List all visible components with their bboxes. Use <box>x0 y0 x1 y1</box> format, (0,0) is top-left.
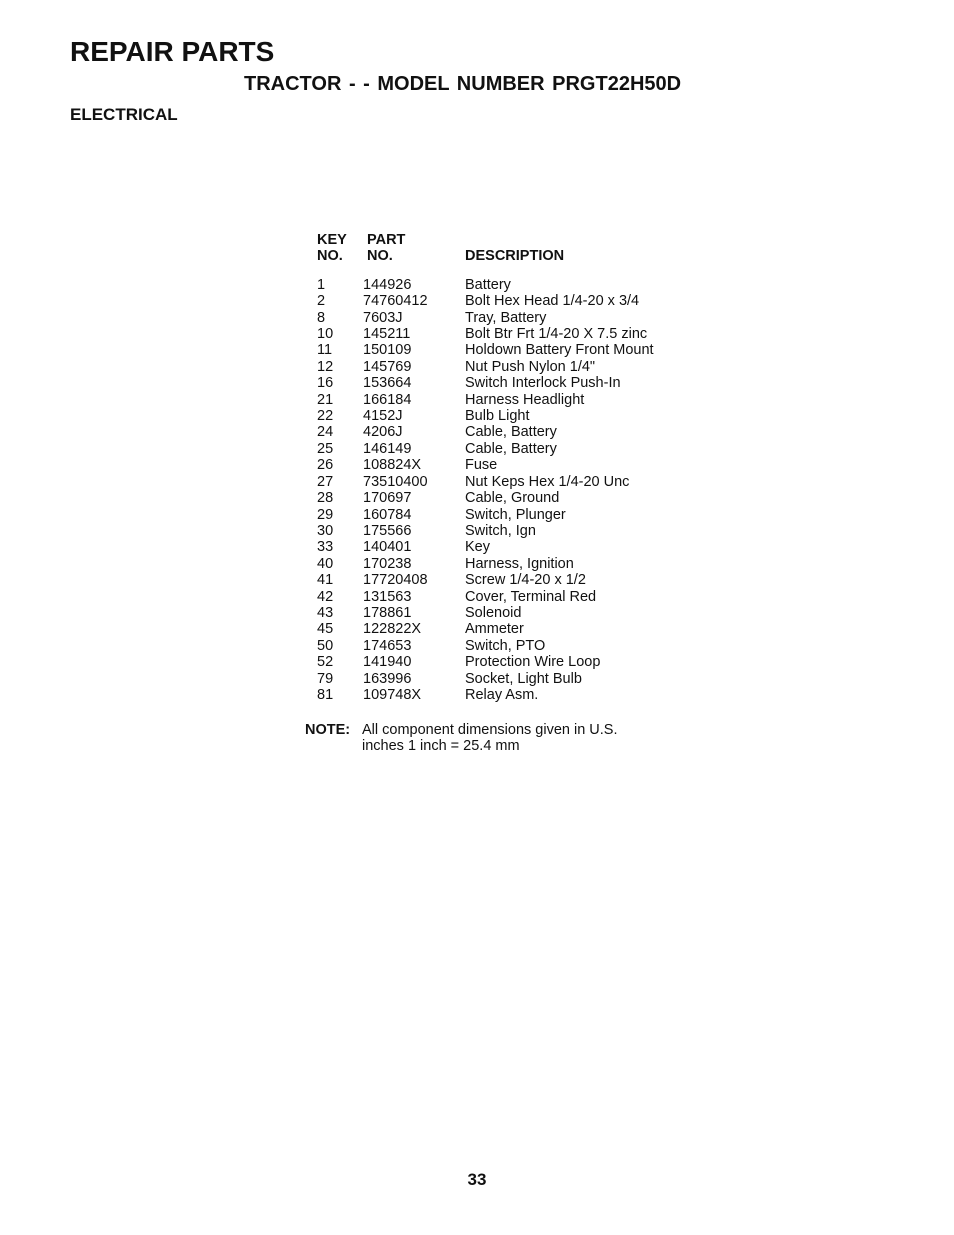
part-no-cell: 163996 <box>363 670 412 687</box>
key-no-cell: 43 <box>317 604 334 621</box>
description-cell: Cable, Battery <box>465 424 557 441</box>
page-title: REPAIR PARTS <box>70 36 275 67</box>
part-no-cell: 122822X <box>363 621 422 638</box>
table-row <box>317 654 675 670</box>
key-no-cell: 24 <box>317 424 334 441</box>
key-no-cell: 8 <box>317 309 326 326</box>
part-header-line2: NO. <box>367 248 393 265</box>
description-cell: Screw 1/4-20 x 1/2 <box>465 572 586 589</box>
parts-table <box>317 232 675 703</box>
part-no-cell: 170238 <box>363 555 412 572</box>
description-cell: Battery <box>465 276 511 293</box>
table-row <box>317 523 675 539</box>
parts-table-body <box>317 277 675 704</box>
part-no-cell: 140401 <box>363 539 412 556</box>
parts-table-header <box>317 232 675 277</box>
part-no-cell: 17720408 <box>363 572 428 589</box>
description-cell: Harness, Ignition <box>465 555 574 572</box>
key-no-cell: 41 <box>317 572 334 589</box>
description-cell: Switch, PTO <box>465 637 546 654</box>
part-no-cell: 131563 <box>363 588 412 605</box>
table-row <box>317 359 675 375</box>
key-no-cell: 30 <box>317 522 334 539</box>
description-cell: Fuse <box>465 457 498 474</box>
table-row <box>317 441 675 457</box>
key-no-cell: 42 <box>317 588 334 605</box>
table-row <box>317 392 675 408</box>
table-row <box>317 310 675 326</box>
key-header-line1: KEY <box>317 232 347 248</box>
part-header-line1: PART <box>367 232 406 248</box>
part-no-cell: 166184 <box>363 391 412 408</box>
part-no-cell: 153664 <box>363 375 412 392</box>
description-cell: Switch Interlock Push-In <box>465 375 621 392</box>
key-no-header <box>317 232 363 277</box>
table-row <box>317 589 675 605</box>
key-no-cell: 79 <box>317 670 334 687</box>
description-cell: Bolt Hex Head 1/4-20 x 3/4 <box>465 293 640 310</box>
key-no-cell: 28 <box>317 490 334 507</box>
table-row <box>317 671 675 687</box>
section-title: ELECTRICAL <box>70 105 178 124</box>
key-header-line2: NO. <box>317 248 343 265</box>
table-row <box>317 687 675 703</box>
part-no-cell: 160784 <box>363 506 412 523</box>
description-cell: Cover, Terminal Red <box>465 588 597 605</box>
part-no-cell: 170697 <box>363 490 412 507</box>
description-cell: Cable, Battery <box>465 440 557 457</box>
part-no-cell: 145211 <box>363 326 411 343</box>
key-no-cell: 1 <box>317 276 326 293</box>
key-no-cell: 21 <box>317 391 334 408</box>
part-no-cell: 7603J <box>363 309 403 326</box>
key-no-cell: 26 <box>317 457 334 474</box>
key-no-cell: 33 <box>317 539 334 556</box>
table-row <box>317 375 675 391</box>
table-row <box>317 490 675 506</box>
description-cell: Solenoid <box>465 604 522 621</box>
key-no-cell: 52 <box>317 654 334 671</box>
part-no-cell: 178861 <box>363 604 412 621</box>
note-label: NOTE: <box>305 722 351 738</box>
description-cell: Holdown Battery Front Mount <box>465 342 654 359</box>
table-row <box>317 507 675 523</box>
key-no-cell: 22 <box>317 408 334 425</box>
part-no-header <box>363 232 465 277</box>
key-no-cell: 45 <box>317 621 334 638</box>
part-no-cell: 108824X <box>363 457 422 474</box>
part-no-cell: 4152J <box>363 408 403 425</box>
part-no-cell: 4206J <box>363 424 403 441</box>
description-cell: Key <box>465 539 490 556</box>
table-row <box>317 326 675 342</box>
key-no-cell: 16 <box>317 375 334 392</box>
part-no-cell: 144926 <box>363 276 412 293</box>
key-no-cell: 11 <box>317 342 333 359</box>
description-cell: Protection Wire Loop <box>465 654 601 671</box>
key-no-cell: 10 <box>317 326 334 343</box>
table-row <box>317 572 675 588</box>
table-row <box>317 424 675 440</box>
table-row <box>317 277 675 293</box>
table-row <box>317 539 675 555</box>
table-row <box>317 293 675 309</box>
key-no-cell: 40 <box>317 555 334 572</box>
key-no-cell: 25 <box>317 440 334 457</box>
part-no-cell: 150109 <box>363 342 412 359</box>
key-no-cell: 27 <box>317 473 334 490</box>
note-line2: inches 1 inch = 25.4 mm <box>362 738 520 755</box>
key-no-cell: 50 <box>317 637 334 654</box>
table-row <box>317 408 675 424</box>
part-no-cell: 141940 <box>363 654 412 671</box>
part-no-cell: 174653 <box>363 637 412 654</box>
part-no-cell: 109748X <box>363 686 422 703</box>
note-line1: All component dimensions given in U.S. <box>362 722 618 738</box>
description-cell: Relay Asm. <box>465 686 539 703</box>
part-no-cell: 73510400 <box>363 473 428 490</box>
description-cell: Switch, Ign <box>465 522 536 539</box>
part-no-cell: 175566 <box>363 522 412 539</box>
table-row <box>317 457 675 473</box>
description-cell: Bulb Light <box>465 408 530 425</box>
description-cell: Switch, Plunger <box>465 506 566 523</box>
table-row <box>317 556 675 572</box>
key-no-cell: 81 <box>317 686 334 703</box>
table-row <box>317 638 675 654</box>
description-header: DESCRIPTION <box>465 248 565 265</box>
key-no-cell: 2 <box>317 293 326 310</box>
description-cell: Bolt Btr Frt 1/4-20 X 7.5 zinc <box>465 326 648 343</box>
table-row <box>317 474 675 490</box>
description-cell: Tray, Battery <box>465 309 547 326</box>
description-cell: Socket, Light Bulb <box>465 670 582 687</box>
table-row <box>317 342 675 358</box>
page-number: 33 <box>467 1170 487 1189</box>
part-no-cell: 145769 <box>363 358 412 375</box>
dimension-note <box>305 722 662 755</box>
note-text <box>362 722 662 755</box>
description-cell: Harness Headlight <box>465 391 585 408</box>
description-cell: Cable, Ground <box>465 490 560 507</box>
model-number-title: TRACTOR - - MODEL NUMBER PRGT22H50D <box>244 73 682 95</box>
key-no-cell: 29 <box>317 506 334 523</box>
description-cell: Nut Keps Hex 1/4-20 Unc <box>465 473 630 490</box>
part-no-cell: 146149 <box>363 440 412 457</box>
description-cell: Ammeter <box>465 621 524 638</box>
table-row <box>317 605 675 621</box>
key-no-cell: 12 <box>317 358 334 375</box>
description-cell: Nut Push Nylon 1/4" <box>465 358 596 375</box>
part-no-cell: 74760412 <box>363 293 428 310</box>
table-row <box>317 621 675 637</box>
